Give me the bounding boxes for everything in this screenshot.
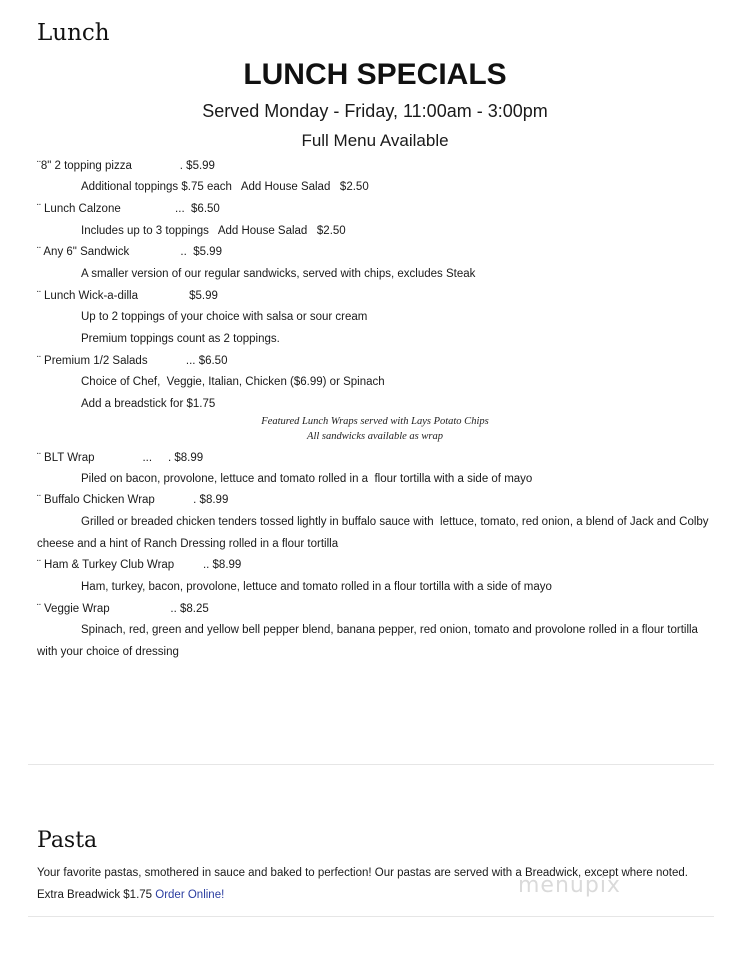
menupix-watermark: menupix: [518, 873, 621, 898]
menu-item-desc: Piled on bacon, provolone, lettuce and tomato rolled in a flour tortilla with a side of mayo: [81, 473, 533, 485]
served-hours: Served Monday - Friday, 11:00am - 3:00pm: [202, 101, 548, 121]
menu-item-blt-wrap: ¨ BLT Wrap ... . $8.99: [37, 452, 204, 464]
menu-item-desc: A smaller version of our regular sandwicks, served with chips, excludes Steak: [81, 268, 476, 280]
menu-item-wick-a-dilla: ¨ Lunch Wick-a-dilla $5.99: [37, 290, 218, 302]
wraps-note: Featured Lunch Wraps served with Lays Potato Chips: [261, 416, 489, 427]
menu-item-desc: Choice of Chef, Veggie, Italian, Chicken ($6.99) or Spinach: [81, 376, 385, 388]
menu-item-desc: Includes up to 3 toppings Add House Salad $2.50: [81, 225, 346, 237]
menu-item-desc: Spinach, red, green and yellow bell pepper blend, banana pepper, red onion, tomato and provolone rolled in a flour tortilla: [81, 624, 698, 636]
menu-item-desc: Grilled or breaded chicken tenders tossed lightly in buffalo sauce with lettuce, tomato, red onion, a blend of Jack and Colby: [81, 516, 709, 528]
lunch-section-title: Lunch: [37, 20, 110, 46]
lunch-specials-heading: LUNCH SPECIALS: [243, 58, 507, 91]
wraps-note: All sandwicks available as wrap: [307, 431, 443, 442]
menu-item-veggie-wrap: ¨ Veggie Wrap .. $8.25: [37, 603, 209, 615]
menu-item-desc: Add a breadstick for $1.75: [81, 398, 216, 410]
pasta-section-title: Pasta: [37, 828, 98, 853]
menu-item-calzone: ¨ Lunch Calzone ... $6.50: [37, 203, 220, 215]
order-online-link[interactable]: Order Online!: [155, 889, 225, 901]
menu-item-salads: ¨ Premium 1/2 Salads ... $6.50: [37, 355, 228, 367]
full-menu-available: Full Menu Available: [301, 131, 449, 150]
menu-item-desc: cheese and a hint of Ranch Dressing rolled in a flour tortilla: [37, 538, 339, 550]
section-divider: [28, 916, 714, 917]
menu-item-club-wrap: ¨ Ham & Turkey Club Wrap .. $8.99: [37, 559, 242, 571]
menu-item-desc: Additional toppings $.75 each Add House Salad $2.50: [81, 181, 369, 193]
menu-item-desc: Up to 2 toppings of your choice with salsa or sour cream: [81, 311, 368, 323]
section-divider: [28, 764, 714, 765]
menu-item-pizza: ¨8" 2 topping pizza . $5.99: [37, 160, 215, 172]
menu-item-desc: with your choice of dressing: [37, 646, 179, 658]
menu-item-desc: Premium toppings count as 2 toppings.: [81, 333, 280, 345]
pasta-description-text: Your favorite pastas, smothered in sauce and baked to perfection! Our pastas are served with a Breadwick, except where noted. Extra Breadwick $1.75: [37, 867, 688, 901]
menu-item-desc: Ham, turkey, bacon, provolone, lettuce and tomato rolled in a flour tortilla with a side of mayo: [81, 581, 552, 593]
menu-item-buffalo-wrap: ¨ Buffalo Chicken Wrap . $8.99: [37, 494, 229, 506]
menu-item-sandwick: ¨ Any 6" Sandwick .. $5.99: [37, 246, 222, 258]
